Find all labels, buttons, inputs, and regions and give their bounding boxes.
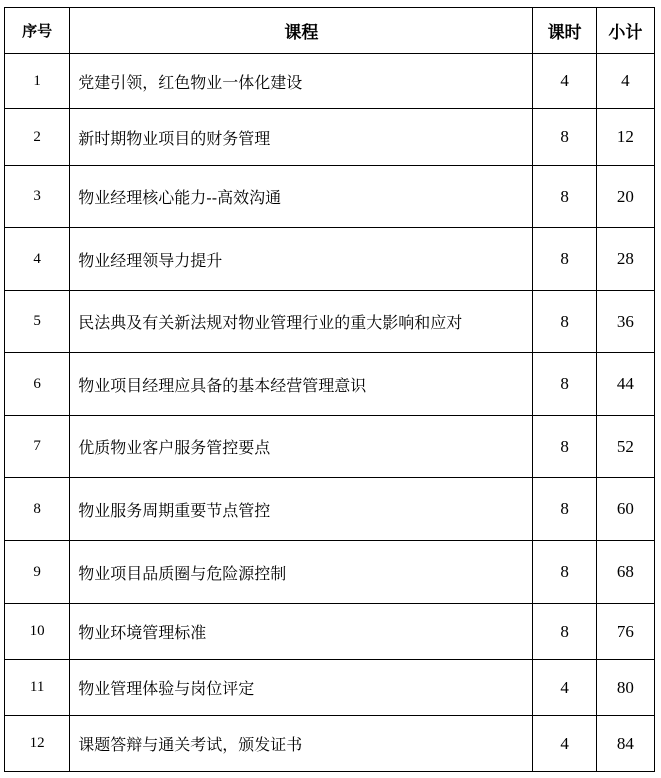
table-row <box>5 604 655 660</box>
row-hours: 8 <box>533 478 596 541</box>
row-hours: 8 <box>533 604 596 660</box>
header-no: 序号 <box>5 8 70 54</box>
row-no: 2 <box>5 109 70 166</box>
row-course: 物业项目经理应具备的基本经营管理意识 <box>70 353 533 416</box>
row-hours: 4 <box>533 716 596 772</box>
row-hours: 8 <box>533 353 596 416</box>
row-course: 物业项目品质圈与危险源控制 <box>70 541 533 604</box>
row-no: 1 <box>5 54 70 109</box>
row-no: 8 <box>5 478 70 541</box>
row-no: 6 <box>5 353 70 416</box>
row-no: 7 <box>5 416 70 478</box>
row-total: 84 <box>596 716 654 772</box>
table-row <box>5 228 655 291</box>
row-total: 68 <box>596 541 654 604</box>
table-row <box>5 109 655 166</box>
row-course: 党建引领，红色物业一体化建设 <box>70 54 533 109</box>
table-header-row <box>5 8 655 54</box>
row-hours: 8 <box>533 228 596 291</box>
row-total: 52 <box>596 416 654 478</box>
row-course: 物业经理领导力提升 <box>70 228 533 291</box>
row-total: 20 <box>596 166 654 228</box>
row-course: 物业经理核心能力--高效沟通 <box>70 166 533 228</box>
row-hours: 4 <box>533 660 596 716</box>
row-hours: 8 <box>533 541 596 604</box>
row-no: 9 <box>5 541 70 604</box>
row-no: 10 <box>5 604 70 660</box>
row-no: 11 <box>5 660 70 716</box>
row-total: 44 <box>596 353 654 416</box>
table-row <box>5 166 655 228</box>
table-row <box>5 416 655 478</box>
row-course: 新时期物业项目的财务管理 <box>70 109 533 166</box>
row-total: 4 <box>596 54 654 109</box>
table-row <box>5 660 655 716</box>
row-no: 3 <box>5 166 70 228</box>
table-row <box>5 353 655 416</box>
row-course: 课题答辩与通关考试，颁发证书 <box>70 716 533 772</box>
row-course: 民法典及有关新法规对物业管理行业的重大影响和应对 <box>70 291 533 353</box>
row-total: 28 <box>596 228 654 291</box>
row-no: 12 <box>5 716 70 772</box>
row-total: 76 <box>596 604 654 660</box>
row-no: 5 <box>5 291 70 353</box>
row-hours: 8 <box>533 109 596 166</box>
row-hours: 8 <box>533 416 596 478</box>
table-row <box>5 716 655 772</box>
table-row <box>5 541 655 604</box>
row-hours: 8 <box>533 166 596 228</box>
row-hours: 8 <box>533 291 596 353</box>
course-schedule-table <box>4 7 655 772</box>
header-hours: 课时 <box>533 8 596 54</box>
row-total: 80 <box>596 660 654 716</box>
header-course: 课程 <box>70 8 533 54</box>
row-hours: 4 <box>533 54 596 109</box>
table-row <box>5 291 655 353</box>
table-row <box>5 54 655 109</box>
row-course: 物业管理体验与岗位评定 <box>70 660 533 716</box>
row-course: 物业环境管理标准 <box>70 604 533 660</box>
table-row <box>5 478 655 541</box>
row-course: 优质物业客户服务管控要点 <box>70 416 533 478</box>
row-total: 36 <box>596 291 654 353</box>
row-no: 4 <box>5 228 70 291</box>
row-course: 物业服务周期重要节点管控 <box>70 478 533 541</box>
row-total: 12 <box>596 109 654 166</box>
header-total: 小计 <box>596 8 654 54</box>
row-total: 60 <box>596 478 654 541</box>
